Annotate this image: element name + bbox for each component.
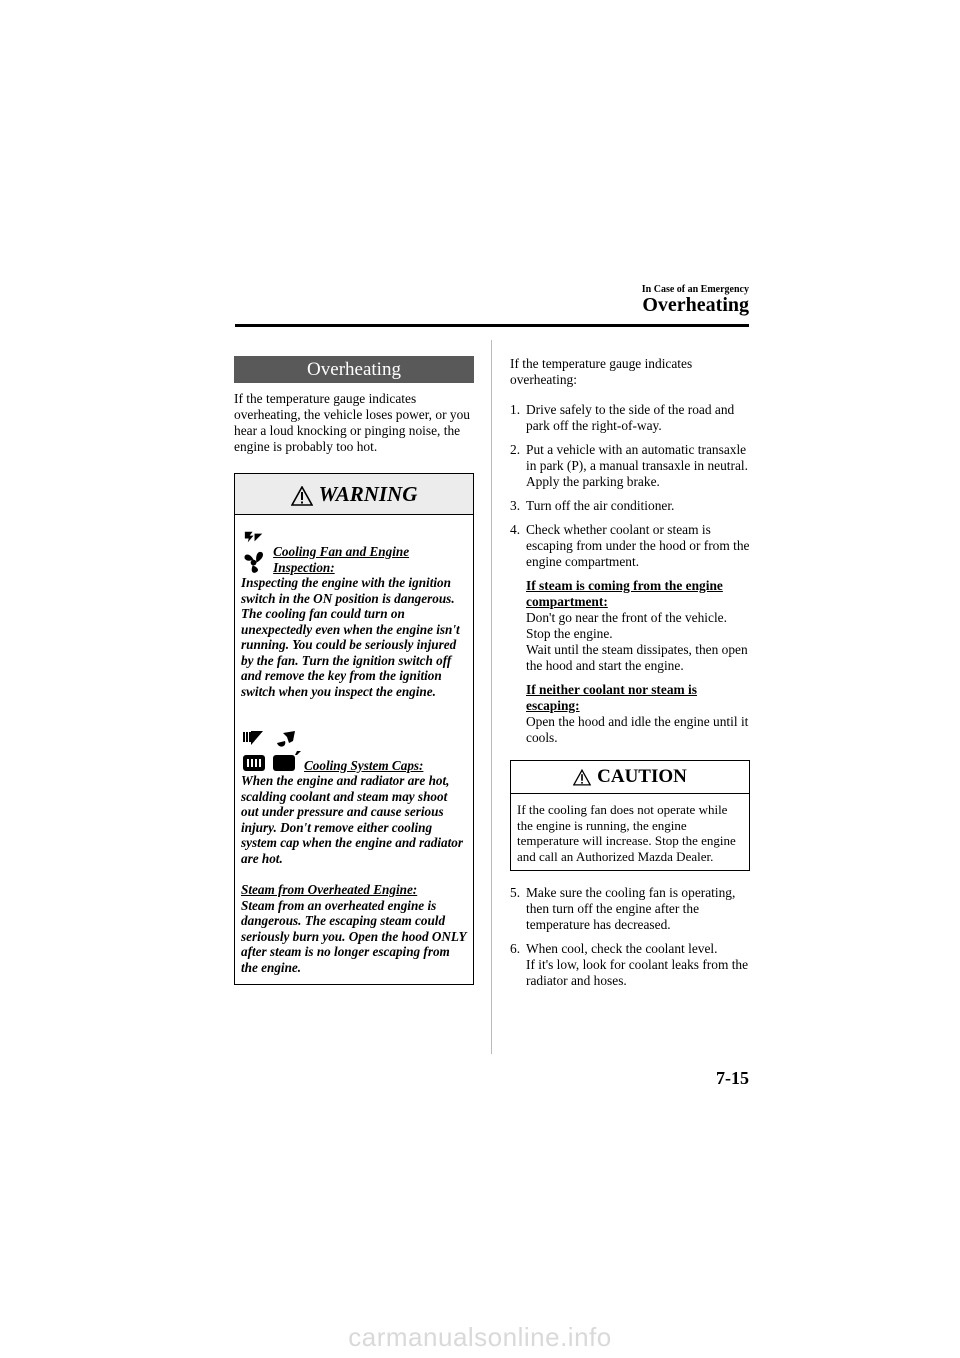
step-number: 4. bbox=[510, 522, 521, 537]
steam-subheading: If steam is coming from the engine compartment: bbox=[526, 578, 723, 609]
warning-item3-text: Steam from an overheated engine is dangerous. The escaping steam could seriously burn you. Open the hood ONLY after steam is no longer escaping from the engine. bbox=[241, 897, 467, 975]
step-number: 5. bbox=[510, 885, 521, 900]
caution-text: If the cooling fan does not operate while the engine is running, the engine temperature will increase. Stop the engine and call an Authorized Mazda Dealer. bbox=[517, 802, 736, 864]
coolant-reservoir-icon bbox=[271, 729, 301, 773]
cap-icon-row bbox=[241, 721, 467, 773]
list-item bbox=[510, 498, 750, 514]
radiator-cap-icon bbox=[241, 729, 267, 773]
step-extra: Apply the parking brake. bbox=[526, 474, 660, 489]
warning-label: WARNING bbox=[318, 482, 418, 506]
watermark: carmanualsonline.info bbox=[348, 1322, 612, 1352]
steam-line: Don't go near the front of the vehicle. bbox=[526, 610, 727, 625]
header-rule bbox=[235, 324, 749, 327]
no-steam-subheading: If neither coolant nor steam is escaping: bbox=[526, 682, 697, 713]
cooling-fan-icon bbox=[241, 529, 266, 575]
chapter-title: In Case of an Emergency bbox=[641, 284, 749, 295]
warning-item3-heading: Steam from Overheated Engine: bbox=[241, 882, 418, 897]
caution-box bbox=[510, 760, 750, 871]
steam-line: Stop the engine. bbox=[526, 626, 613, 641]
intro-paragraph: If the temperature gauge indicates overheating, the vehicle loses power, or you hear a loud knocking or pinging noise, the engine is probably too hot. bbox=[234, 391, 470, 454]
steps-list-continued bbox=[510, 885, 750, 989]
step-text: Put a vehicle with an automatic transaxle in park (P), a manual transaxle in neutral. bbox=[526, 442, 748, 473]
steps-list bbox=[510, 402, 750, 746]
step-text: Drive safely to the side of the road and park off the right-of-way. bbox=[526, 402, 735, 433]
step-number: 1. bbox=[510, 402, 521, 417]
warning-item2-heading: Cooling System Caps: bbox=[304, 757, 424, 773]
column-divider bbox=[491, 340, 492, 1054]
warning-triangle-icon bbox=[573, 769, 591, 786]
list-item bbox=[510, 442, 750, 490]
warning-box bbox=[234, 473, 474, 985]
page-number: 7-15 bbox=[716, 1068, 749, 1088]
no-steam-text: Open the hood and idle the engine until it cools. bbox=[526, 714, 749, 745]
caution-label: CAUTION bbox=[597, 766, 687, 787]
right-column bbox=[510, 356, 750, 997]
step-text: Check whether coolant or steam is escaping from under the hood or from the engine compartment. bbox=[526, 522, 750, 569]
step-number: 6. bbox=[510, 941, 521, 956]
section-title: Overheating bbox=[642, 294, 749, 316]
warning-item1-text: Inspecting the engine with the ignition switch in the ON position is dangerous. The cooling fan could turn on unexpectedly even when the engine isn't running. You could be seriously injured by the fan. Turn the ignition switch off and remove the key from the ignition switch when you inspect the engine. bbox=[241, 575, 460, 699]
step-text: When cool, check the coolant level. bbox=[526, 941, 718, 956]
list-item bbox=[510, 402, 750, 434]
step-text: Make sure the cooling fan is operating, then turn off the engine after the temperature has decreased. bbox=[526, 885, 736, 932]
step-number: 2. bbox=[510, 442, 521, 457]
warning-item2-text: When the engine and radiator are hot, scalding coolant and steam may shoot out under pressure and cause serious injury. Don't remove either cooling system cap when the engine and radiator are hot. bbox=[241, 773, 464, 866]
step-text: Turn off the air conditioner. bbox=[526, 498, 675, 513]
step-extra: If it's low, look for coolant leaks from the radiator and hoses. bbox=[526, 957, 749, 988]
caution-header bbox=[511, 761, 749, 794]
fan-icon-row bbox=[241, 523, 467, 575]
list-item bbox=[510, 885, 750, 933]
warning-triangle-icon bbox=[291, 486, 313, 506]
topic-title-bar: Overheating bbox=[234, 356, 474, 383]
step-number: 3. bbox=[510, 498, 521, 513]
warning-item1-heading: Cooling Fan and Engine Inspection: bbox=[273, 544, 410, 575]
warning-body bbox=[235, 523, 473, 984]
list-item bbox=[510, 941, 750, 989]
steam-line: Wait until the steam dissipates, then open the hood and start the engine. bbox=[526, 642, 748, 673]
warning-header bbox=[235, 474, 473, 515]
left-column bbox=[234, 356, 474, 985]
list-item bbox=[510, 522, 750, 746]
right-intro: If the temperature gauge indicates overheating: bbox=[510, 356, 693, 387]
